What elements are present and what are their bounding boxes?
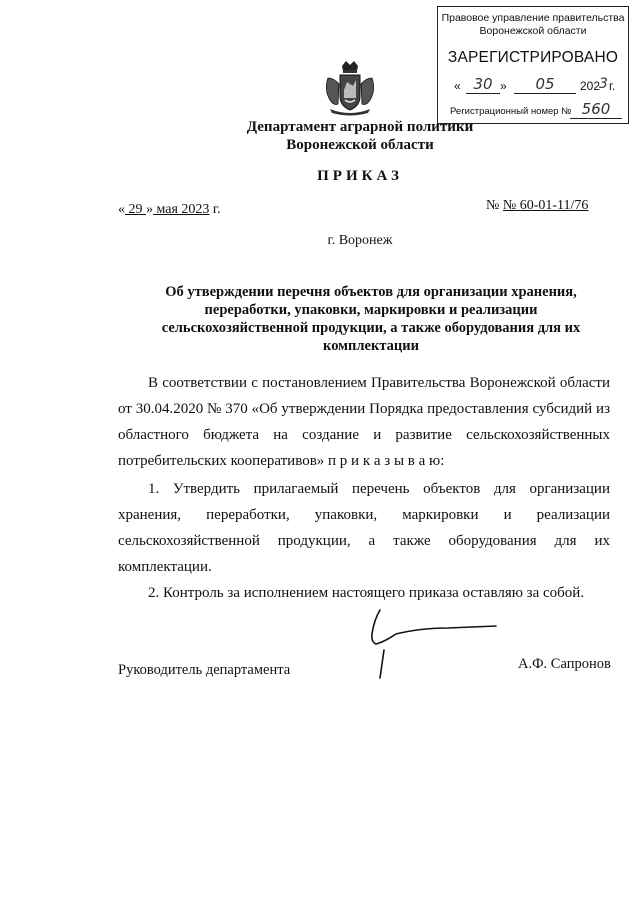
order-subject: [140, 283, 602, 355]
p1-line3: областного бюджета на создание и развитие сельскохозяйственных: [118, 427, 610, 443]
stamp-year-hand: 3: [599, 76, 608, 92]
p2-line4: комплектации.: [118, 559, 212, 575]
stamp-quote-close: »: [500, 79, 507, 93]
stamp-year-suffix: г.: [609, 79, 616, 93]
order-date: [118, 202, 221, 218]
stamp-organization: [438, 12, 628, 38]
stamp-org-line2: Воронежской области: [479, 25, 587, 37]
department-line2: Воронежской области: [286, 137, 434, 153]
stamp-quote-open: «: [454, 79, 461, 93]
stamp-org-line1: Правовое управление правительства: [441, 12, 625, 24]
coat-of-arms-icon: [322, 60, 378, 118]
subject-line1: Об утверждении перечня объектов для организации хранения,: [165, 284, 577, 300]
stamp-year-prefix: 202: [580, 79, 601, 93]
stamp-day: 30: [466, 75, 500, 94]
stamp-month: 05: [514, 75, 576, 94]
p2-line1: 1. Утвердить прилагаемый перечень объектов для организации: [148, 481, 610, 497]
registration-stamp: [437, 6, 629, 124]
stamp-reg-number: 560: [570, 100, 622, 119]
subject-line2: переработки, упаковки, маркировки и реализации: [204, 302, 538, 318]
document-title: ПРИКАЗ: [317, 168, 403, 184]
number-value: № 60-01-11/76: [502, 198, 589, 213]
order-number: [486, 198, 588, 214]
subject-line3: сельскохозяйственной продукции, а также оборудования для их: [161, 320, 581, 336]
subject-line4: комплектации: [323, 338, 419, 354]
date-quote-close: »: [146, 202, 153, 217]
number-sign: №: [486, 198, 503, 213]
date-quote-open: «: [118, 202, 125, 217]
department-line1: Департамент аграрной политики: [246, 119, 474, 135]
p2-line2: хранения, переработки, упаковки, маркировки и реализации: [118, 507, 610, 523]
p1-line4: потребительских кооперативов» п р и к а з ы в а ю:: [118, 453, 445, 469]
p1-line1: В соответствии с постановлением Правительства Воронежской области: [148, 375, 610, 391]
date-suffix: г.: [209, 202, 221, 217]
department-name: [150, 118, 570, 154]
stamp-reg-label: Регистрационный номер №: [450, 106, 572, 117]
p1-line2: от 30.04.2020 № 370 «Об утверждении Порядка предоставления субсидий из: [118, 401, 610, 417]
p3-line1: 2. Контроль за исполнением настоящего приказа оставляю за собой.: [148, 585, 585, 601]
handwritten-signature-icon: [350, 606, 500, 680]
stamp-registered: ЗАРЕГИСТРИРОВАНО: [447, 49, 619, 66]
date-day: 29: [125, 202, 146, 217]
p2-line3: сельскохозяйственной продукции, а также оборудования для их: [118, 533, 610, 549]
signer-position: Руководитель департамента: [118, 662, 291, 678]
date-month: мая 2023: [153, 202, 210, 217]
signer-name: А.Ф. Сапронов: [518, 656, 611, 672]
stamp-date-line: [452, 75, 622, 95]
city: г. Воронеж: [327, 233, 393, 248]
